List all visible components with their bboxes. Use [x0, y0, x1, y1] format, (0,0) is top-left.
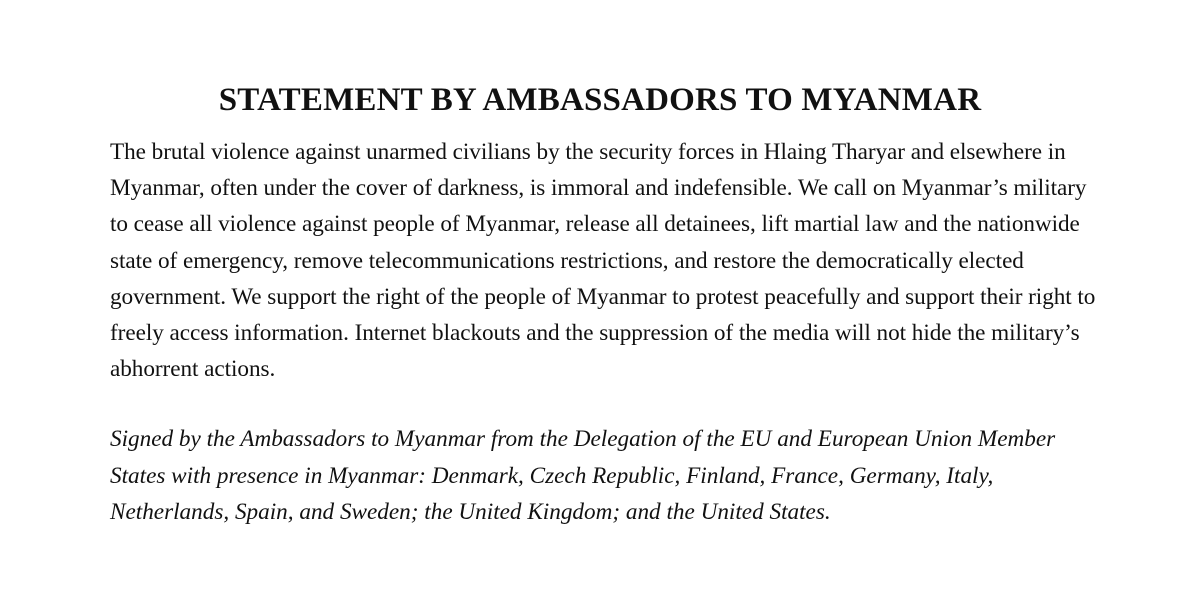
statement-body: The brutal violence against unarmed civilians by the security forces in Hlaing Tharyar and elsewhere in Myanmar, often under the cover of darkness, is immoral and indefensible. We call on Myanmar’s military to cease all violence against people of Myanmar, release all detainees, lift martial law and the nationwide state of emergency, remove telecommunications restrictions, and restore the democratically elected government. We support the right of the people of Myanmar to protest peacefully and support their right to freely access information. Internet blackouts and the suppression of the media will not hide the military’s abhorrent actions.: [110, 139, 1096, 383]
statement-title: STATEMENT BY AMBASSADORS TO MYANMAR: [218, 82, 982, 118]
statement-signature: Signed by the Ambassadors to Myanmar from the Delegation of the EU and European Union Member States with presence in Myanmar: Denmark, Czech Republic, Finland, France, Germany, Italy, Netherlands, Spain, and Sweden; the United Kingdom; and the United States.: [110, 426, 1056, 525]
statement-document: [110, 76, 1100, 530]
